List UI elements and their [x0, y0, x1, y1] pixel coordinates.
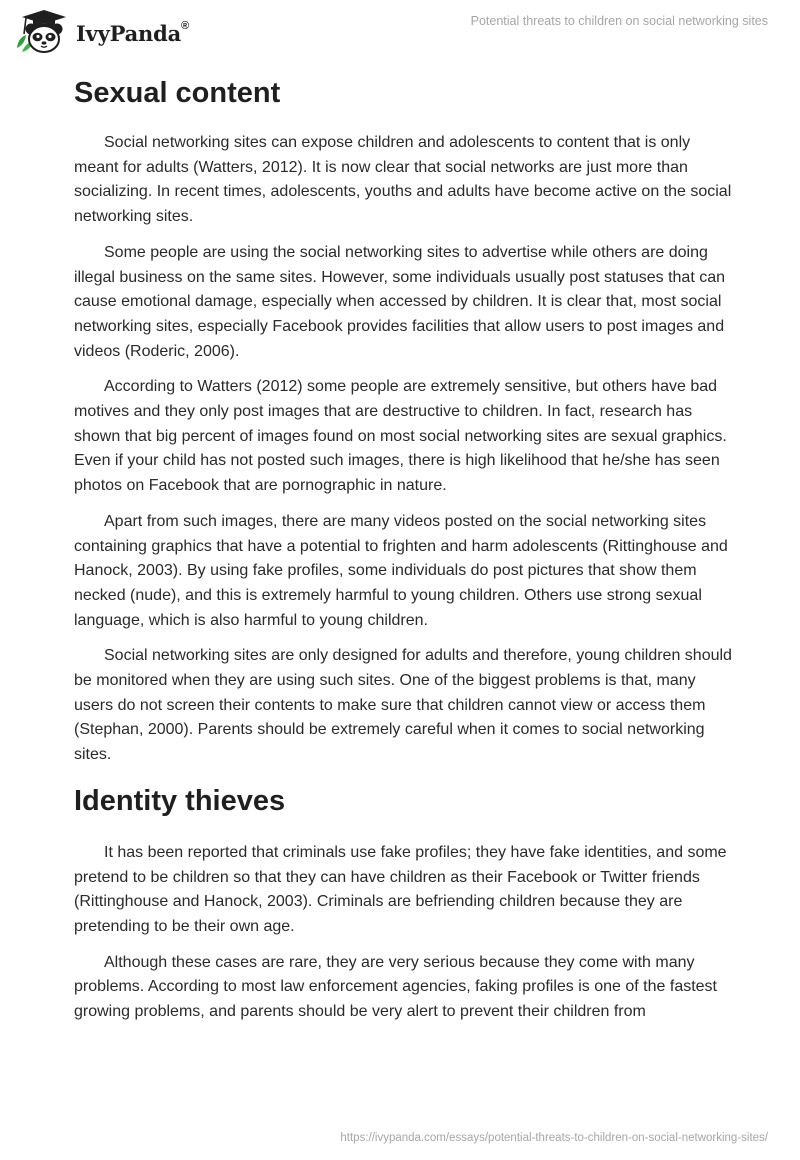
paragraph: According to Watters (2012) some people are extremely sensitive, but others have bad motives and they only post images that are destructive to children. In fact, research has shown that big percent of images found on most social networking sites are sexual graphics. Even if your child has not posted such images, there is high likelihood that he/she has seen photos on Facebook that are pornographic in nature. [74, 378, 727, 495]
page-header [0, 0, 800, 62]
paragraph: Social networking sites can expose children and adolescents to content that is only meant for adults (Watters, 2012). It is now clear that social networks are just more than socializing. In recent times, adolescents, youths and adults have become active on the social networking sites. [74, 134, 732, 226]
paragraph: It has been reported that criminals use fake profiles; they have fake identities, and some pretend to be children so that they can have children as their Facebook or Twitter friends (Rittinghouse and Hanock, 2003). Criminals are befriending children because they are pretending to be their own age. [74, 843, 727, 935]
paragraph: Some people are using the social networking sites to advertise while others are doing illegal business on the same sites. However, some individuals usually post statuses that can cause emotional damage, especially when accessed by children. It is clear that, most social networking sites, especially Facebook provides facilities that allow users to post images and videos (Roderic, 2006). [74, 243, 726, 360]
paragraph: Although these cases are rare, they are very serious because they come with many problems. According to most law enforcement agencies, faking profiles is one of the fastest growing problems, and parents should be very alert to prevent their children from [74, 953, 717, 1021]
section-heading-identity-thieves: Identity thieves [74, 784, 286, 817]
source-url[interactable]: https://ivypanda.com/essays/potential-threats-to-children-on-social-networking-sites/ [340, 1132, 768, 1144]
brand-name: IvyPanda® [76, 19, 189, 46]
paragraph: Social networking sites are only designed for adults and therefore, young children should be monitored when they are using such sites. One of the biggest problems is that, many users do not screen their contents to make sure that children cannot view or access them (Stephan, 2000). Parents should be extremely careful when it comes to social networking sites. [74, 647, 732, 764]
registered-mark: ® [181, 19, 189, 32]
section-heading-sexual-content: Sexual content [74, 77, 281, 109]
running-title: Potential threats to children on social networking sites [470, 14, 768, 28]
ivypanda-logo[interactable] [14, 8, 189, 54]
panda-mascot-icon [14, 8, 70, 54]
paragraph: Apart from such images, there are many videos posted on the social networking sites containing graphics that have a potential to frighten and harm adolescents (Rittinghouse and Hanock, 2003). By using fake profiles, some individuals do post pictures that show them necked (nude), and this is extremely harmful to young children. Others use strong sexual language, which is also harmful to young children. [74, 512, 728, 629]
essay-body [74, 68, 734, 1036]
